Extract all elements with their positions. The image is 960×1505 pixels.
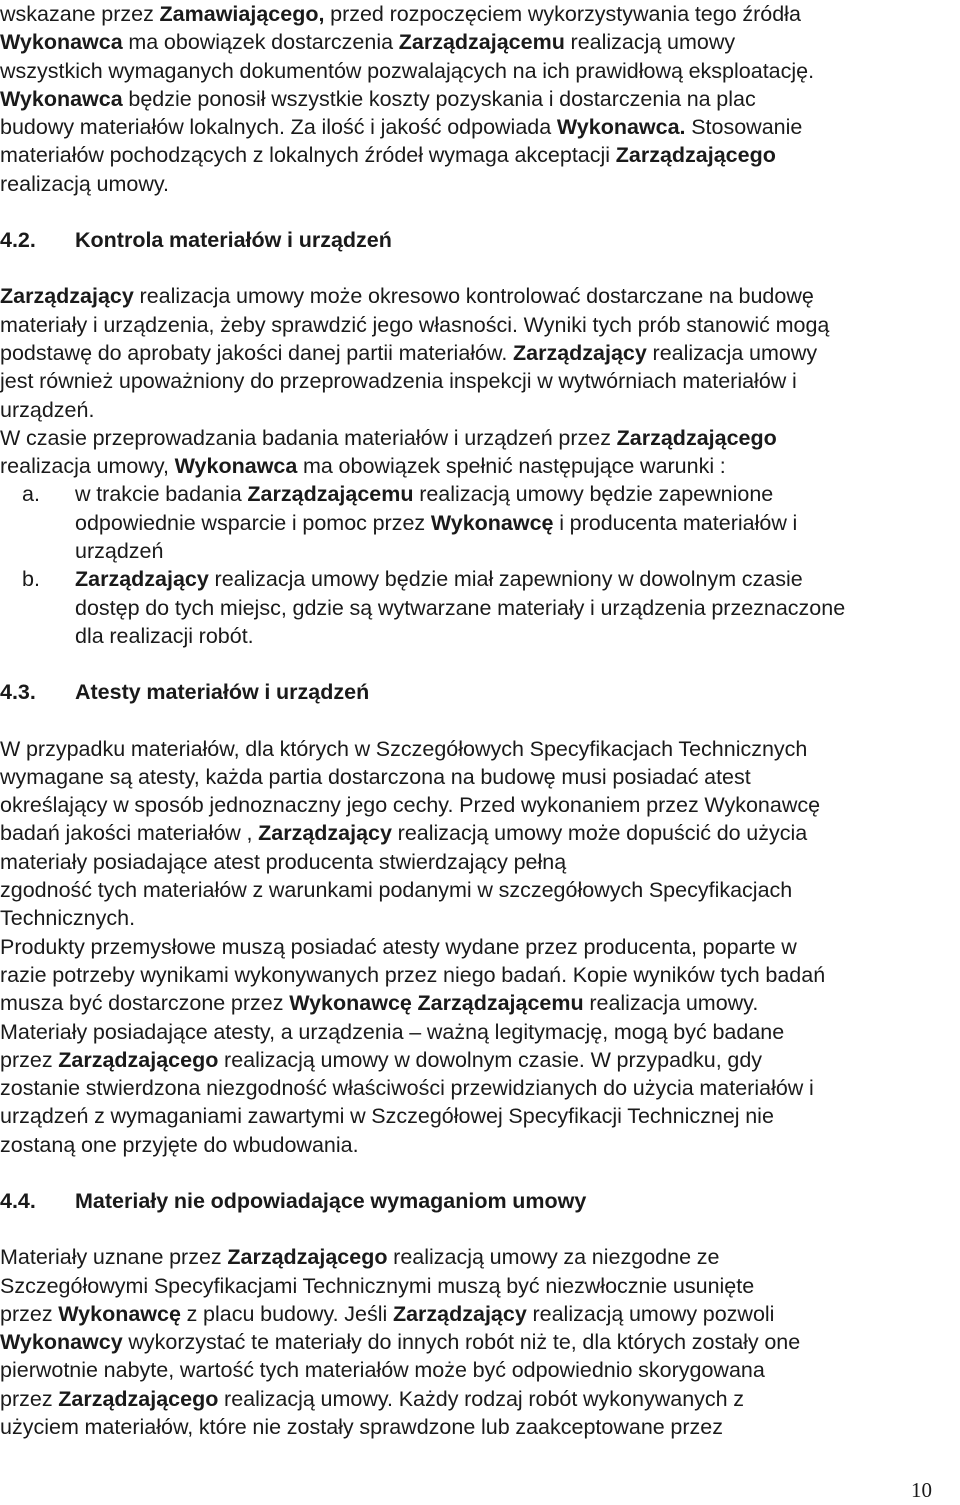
bold-text: Wykonawcę [58,1301,181,1326]
bold-text: Wykonawcę Zarządzającemu [289,991,584,1016]
text-line [0,791,960,819]
text-run: ma obowiązek dostarczenia [122,30,399,55]
text-run: urządzeń [75,539,164,564]
text-line [0,961,960,989]
text-run: realizacją umowy pozwoli [526,1301,775,1326]
text-run: budowy materiałów lokalnych. Za ilość i jakość odpowiada [0,115,557,140]
text-run: materiały posiadające atest producenta stwierdzający pełną [0,849,567,874]
text-run: W przypadku materiałów, dla których w Szczegółowych Specyfikacjach Technicznych [0,736,808,761]
text-line [0,819,960,847]
list-marker: a. [22,482,40,507]
text-run: realizacją umowy za niezgodne ze [387,1245,720,1270]
paragraph-spacer [0,1215,960,1243]
text-run: realizacją umowy [564,30,736,55]
text-line [0,282,960,310]
text-line [0,1328,960,1356]
text-run: dostęp do tych miejsc, gdzie są wytwarzane materiały i urządzenia przeznaczone [75,595,846,620]
text-line [75,537,960,565]
section-4-3-paragraph [0,735,960,1159]
text-run: będzie ponosił wszystkie koszty pozyskania i dostarczenia na plac [122,86,756,111]
bold-text: Wykonawca. [556,115,686,140]
text-line [75,565,960,593]
section-number: 4.4. [0,1188,36,1213]
text-run: realizacją umowy będzie zapewnione [413,482,774,507]
page-number: 10 [911,1478,932,1502]
text-run: zgodność tych materiałów z warunkami podanymi w szczegółowych Specyfikacjach [0,878,793,903]
bold-text: Wykonawca [174,454,298,479]
text-run: realizacja umowy może okresowo kontrolować dostarczane na budowę [133,284,814,309]
text-run: razie potrzeby wynikami wykonywanych przez niego badań. Kopie wyników tych badań [0,962,826,987]
text-line [0,311,960,339]
bold-text: Zarządzającego [227,1245,388,1270]
list-marker: b. [22,567,40,592]
paragraph-spacer [0,707,960,735]
text-line [0,735,960,763]
text-line [0,1074,960,1102]
text-line [0,396,960,424]
text-run: i producenta materiałów i [553,510,798,535]
bold-text: Zarządzający [258,821,392,846]
text-run: z placu budowy. Jeśli [180,1301,393,1326]
bold-text: Zarządzający [513,340,647,365]
text-line [0,876,960,904]
bold-text: Wykonawca [0,30,123,55]
text-run: w trakcie badania [75,482,248,507]
text-run: realizacją umowy. [0,171,169,196]
paragraph-spacer [0,650,960,678]
text-run: zostanie stwierdzona niezgodność właściwości przewidzianych do użycia materiałów i [0,1076,814,1101]
text-run: wykorzystać te materiały do innych robót niż te, dla których zostały one [122,1330,801,1355]
section-4-2-heading [0,226,960,254]
text-line [0,1272,960,1300]
paragraph-spacer [0,1159,960,1187]
text-line [0,989,960,1017]
text-line [0,1018,960,1046]
text-run: przez [0,1047,59,1072]
bold-text: Wykonawcę [430,510,554,535]
text-run: materiałów pochodzących z lokalnych źródeł wymaga akceptacji [0,143,616,168]
intro-paragraph [0,0,960,198]
text-line [0,170,960,198]
text-run: musza być dostarczone przez [0,991,290,1016]
text-line [0,0,960,28]
text-line [0,424,960,452]
bold-text: Zarządzający [75,567,209,592]
text-line [0,28,960,56]
text-line [75,480,960,508]
text-line [0,339,960,367]
text-line [75,509,960,537]
text-run: Szczegółowymi Specyfikacjami Technicznymi muszą być niezwłocznie usunięte [0,1273,755,1298]
text-line [0,904,960,932]
paragraph-spacer [0,198,960,226]
list-item-a [0,480,960,565]
section-4-4-paragraph [0,1243,960,1441]
text-run: użyciem materiałów, które nie zostały sprawdzone lub zaakceptowane przez [0,1415,723,1440]
text-run: Materiały uznane przez [0,1245,228,1270]
text-run: W czasie przeprowadzania badania materiałów i urządzeń przez [0,425,617,450]
bold-text: Zarządzającego [58,1386,219,1411]
text-run: wszystkich wymaganych dokumentów pozwalających na ich prawidłową eksploatację. [0,58,815,83]
text-line [0,1131,960,1159]
bold-text: Zarządzający [392,1301,527,1326]
section-4-3-heading [0,678,960,706]
text-run: przed rozpoczęciem wykorzystywania tego źródła [324,2,801,26]
list-item-b [0,565,960,650]
text-line [0,1102,960,1130]
text-line [0,1356,960,1384]
text-line [0,113,960,141]
text-line [0,1046,960,1074]
text-line [0,1385,960,1413]
text-run: realizacja umowy [646,340,818,365]
text-run: wskazane przez [0,2,160,26]
bold-text: Wykonawcy [0,1330,123,1355]
text-run: zostaną one przyjęte do wbudowania. [0,1132,359,1157]
text-run: realizacja umowy. [583,991,759,1016]
bold-text: Zarządzającego [616,425,777,450]
text-run: Technicznych. [0,906,136,931]
section-4-4-heading [0,1187,960,1215]
text-run: pierwotnie nabyte, wartość tych materiałów może być odpowiednio skorygowana [0,1358,765,1383]
text-line [0,57,960,85]
text-line [0,763,960,791]
paragraph-spacer [0,254,960,282]
bold-text: Zamawiającego, [159,2,325,26]
text-run: realizacja umowy, [0,454,175,479]
text-line [75,622,960,650]
text-run: realizacją umowy. Każdy rodzaj robót wykonywanych z [218,1386,745,1411]
text-line [75,594,960,622]
section-number: 4.2. [0,228,36,253]
text-line [0,141,960,169]
text-run: realizacją umowy w dowolnym czasie. W przypadku, gdy [218,1047,763,1072]
text-line [0,848,960,876]
bold-text: Zarządzającego [58,1047,219,1072]
text-line [0,1300,960,1328]
text-run: wymagane są atesty, każda partia dostarczona na budowę musi posiadać atest [0,764,751,789]
text-run: jest również upoważniony do przeprowadzenia inspekcji w wytwórniach materiałów i [0,369,797,394]
text-line [0,452,960,480]
text-run: badań jakości materiałów , [0,821,259,846]
text-run: dla realizacji robót. [75,623,254,648]
text-run: materiały i urządzenia, żeby sprawdzić jego własności. Wyniki tych prób stanowić mogą [0,312,830,337]
text-run: Stosowanie [685,115,803,140]
text-run: odpowiednie wsparcie i pomoc przez [75,510,431,535]
text-line [0,367,960,395]
text-run: realizacją umowy może dopuścić do użycia [391,821,808,846]
text-line [0,933,960,961]
text-run: urządzeń z wymaganiami zawartymi w Szczegółowej Specyfikacji Technicznej nie [0,1104,774,1129]
text-run: określający w sposób jednoznaczny jego cechy. Przed wykonaniem przez Wykonawcę [0,793,821,818]
section-title: Atesty materiałów i urządzeń [75,680,370,705]
section-number: 4.3. [0,680,36,705]
text-line [0,1243,960,1271]
bold-text: Wykonawca [0,86,123,111]
text-run: urządzeń. [0,397,95,422]
bold-text: Zarządzającemu [398,30,565,55]
text-run: podstawę do aprobaty jakości danej partii materiałów. [0,340,513,365]
text-run: przez [0,1386,59,1411]
section-title: Kontrola materiałów i urządzeń [75,228,392,253]
section-title: Materiały nie odpowiadające wymaganiom umowy [75,1188,587,1213]
bold-text: Zarządzającemu [247,482,414,507]
text-run: realizacja umowy będzie miał zapewniony w dowolnym czasie [208,567,803,592]
text-run: ma obowiązek spełnić następujące warunki : [297,454,726,479]
text-line [0,1413,960,1441]
bold-text: Zarządzający [0,284,134,309]
text-run: przez [0,1301,59,1326]
text-run: Produkty przemysłowe muszą posiadać atesty wydane przez producenta, poparte w [0,934,797,959]
bold-text: Zarządzającego [615,143,776,168]
text-line [0,85,960,113]
section-4-2-paragraph [0,282,960,480]
text-run: Materiały posiadające atesty, a urządzenia – ważną legitymację, mogą być badane [0,1019,785,1044]
